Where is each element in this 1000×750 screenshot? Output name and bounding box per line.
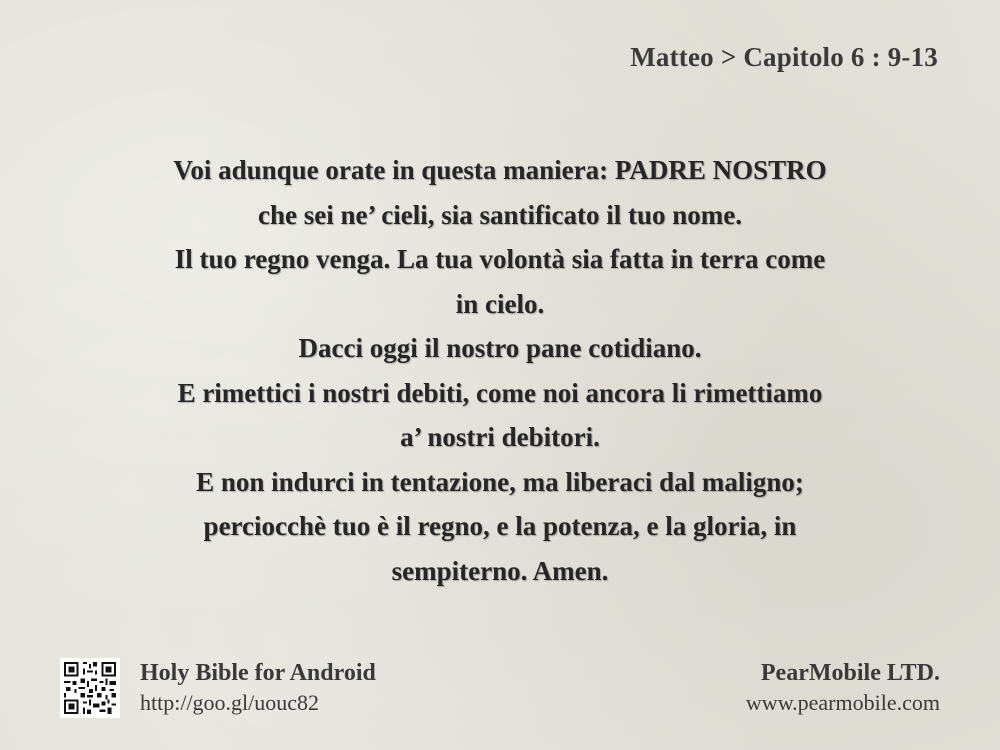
verse-line: sempiterno. Amen. — [391, 555, 609, 586]
verse-text — [60, 148, 940, 593]
app-info — [140, 658, 376, 718]
verse-line: che sei ne’ cieli, sia santificato il tuo nome. — [258, 199, 742, 230]
verse-line: in cielo. — [455, 288, 545, 319]
company-name: PearMobile LTD. — [760, 660, 940, 686]
verse-line: a’ nostri debitori. — [400, 422, 600, 452]
footer-app-info — [60, 658, 376, 720]
app-name: Holy Bible for Android — [140, 660, 376, 686]
footer-company-info — [746, 658, 940, 718]
qr-code-icon — [60, 658, 120, 718]
verse-line: E rimettici i nostri debiti, come noi ancora li rimettiamo — [177, 377, 823, 408]
app-url-link[interactable]: http://goo.gl/uouc82 — [140, 690, 320, 715]
website-link[interactable]: www.pearmobile.com — [745, 690, 940, 715]
verse-line: Voi adunque orate in questa maniera: PADRE NOSTRO — [173, 155, 827, 185]
verse-line: perciocchè tuo è il regno, e la potenza, e la gloria, in — [203, 511, 797, 541]
verse-line: Il tuo regno venga. La tua volontà sia fatta in terra come — [174, 244, 826, 274]
chapter-reference: Matteo > Capitolo 6 : 9-13 — [630, 42, 938, 72]
verse-line: E non indurci in tentazione, ma liberaci dal maligno; — [196, 466, 804, 497]
verse-line: Dacci oggi il nostro pane cotidiano. — [298, 333, 702, 363]
